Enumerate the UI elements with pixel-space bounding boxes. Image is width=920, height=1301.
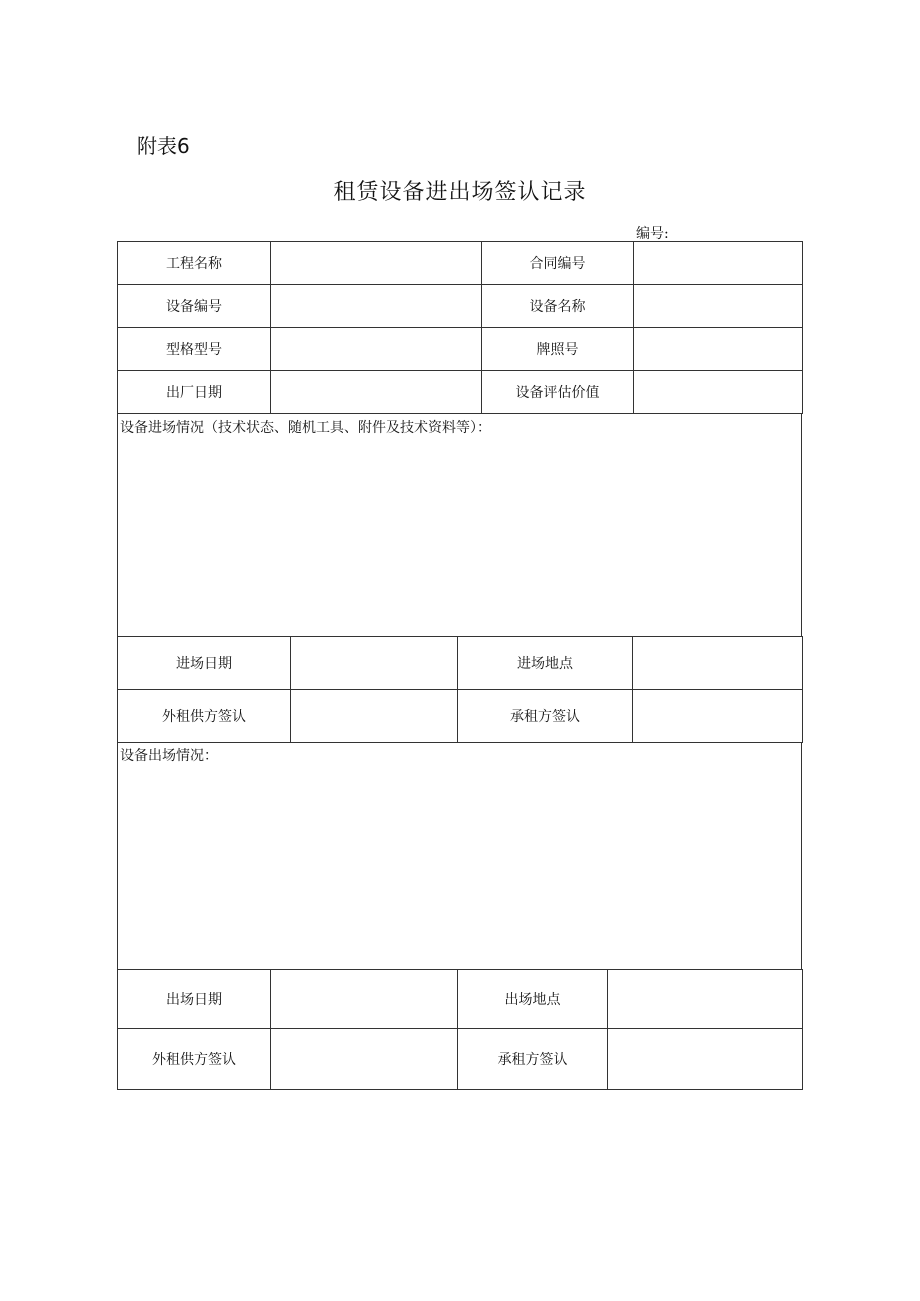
- entry-location-label: 进场地点: [458, 637, 633, 690]
- table-row: [118, 690, 803, 743]
- lessee-signoff-field[interactable]: [633, 690, 803, 743]
- exit-condition-section[interactable]: [117, 742, 802, 970]
- lessor-signoff-label: 外租供方签认: [118, 690, 291, 743]
- table-row: [118, 970, 803, 1029]
- doc-number-label: 编号:: [636, 226, 669, 242]
- form-title: 租赁设备进出场签认记录: [333, 180, 587, 205]
- contract-number-field[interactable]: [634, 242, 803, 285]
- table-row: [118, 285, 803, 328]
- exit-date-label: 出场日期: [118, 970, 271, 1029]
- license-plate-label: 牌照号: [482, 328, 634, 371]
- exit-location-field[interactable]: [608, 970, 803, 1029]
- table-row: [118, 242, 803, 285]
- entry-sign-table: [117, 636, 803, 743]
- exit-lessor-signoff-field[interactable]: [271, 1029, 458, 1090]
- exit-lessor-signoff-label: 外租供方签认: [118, 1029, 271, 1090]
- exit-condition-label: 设备出场情况：: [120, 748, 218, 764]
- exit-date-field[interactable]: [271, 970, 458, 1029]
- model-field[interactable]: [271, 328, 482, 371]
- project-name-field[interactable]: [271, 242, 482, 285]
- entry-date-label: 进场日期: [118, 637, 291, 690]
- contract-number-label: 合同编号: [482, 242, 634, 285]
- equipment-number-label: 设备编号: [118, 285, 271, 328]
- table-row: [118, 328, 803, 371]
- equipment-name-field[interactable]: [634, 285, 803, 328]
- appendix-label: 附表6: [137, 134, 190, 158]
- equipment-name-label: 设备名称: [482, 285, 634, 328]
- assessed-value-label: 设备评估价值: [482, 371, 634, 414]
- exit-sign-table: [117, 969, 803, 1090]
- entry-condition-section[interactable]: [117, 414, 802, 637]
- project-name-label: 工程名称: [118, 242, 271, 285]
- exit-lessee-signoff-field[interactable]: [608, 1029, 803, 1090]
- assessed-value-field[interactable]: [634, 371, 803, 414]
- model-label: 型格型号: [118, 328, 271, 371]
- entry-location-field[interactable]: [633, 637, 803, 690]
- table-row: [118, 637, 803, 690]
- exit-lessee-signoff-label: 承租方签认: [458, 1029, 608, 1090]
- manufacture-date-field[interactable]: [271, 371, 482, 414]
- entry-condition-label: 设备进场情况（技术状态、随机工具、附件及技术资料等）：: [120, 420, 491, 436]
- entry-date-field[interactable]: [291, 637, 458, 690]
- manufacture-date-label: 出厂日期: [118, 371, 271, 414]
- lessor-signoff-field[interactable]: [291, 690, 458, 743]
- equipment-number-field[interactable]: [271, 285, 482, 328]
- table-row: [118, 371, 803, 414]
- license-plate-field[interactable]: [634, 328, 803, 371]
- exit-location-label: 出场地点: [458, 970, 608, 1029]
- table-row: [118, 1029, 803, 1090]
- equipment-info-table: [117, 241, 803, 414]
- lessee-signoff-label: 承租方签认: [458, 690, 633, 743]
